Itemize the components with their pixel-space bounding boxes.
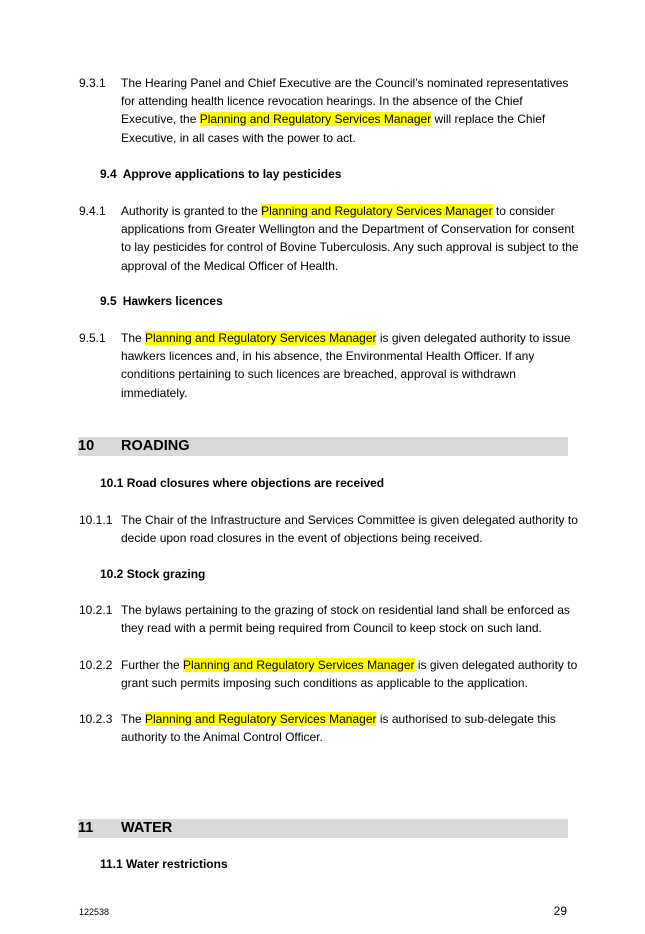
highlighted-role: Planning and Regulatory Services Manager <box>261 204 493 218</box>
footer-document-id: 122538 <box>79 907 110 917</box>
clause-number: 9.5.1 <box>79 331 106 345</box>
subheading-10-2: 10.2 Stock grazing <box>100 567 206 581</box>
clause-text: Further the Planning and Regulatory Services Manager is given delegated authority to grant such permits imposing such conditions as applicable to the application. <box>121 658 578 691</box>
clause-text: Authority is granted to the Planning and Regulatory Services Manager to consider applications from Greater Wellington and the Department of Conservation for consent to lay pesticides for control of Bovine Tuberculosis. Any such approval is subject to the approval of the Medical Officer of Health. <box>121 204 579 273</box>
section-number: 11 <box>78 820 94 836</box>
highlighted-role: Planning and Regulatory Services Manager <box>183 658 415 672</box>
clause-number: 9.4.1 <box>79 204 106 218</box>
subheading-10-1: 10.1 Road closures where objections are received <box>100 476 385 490</box>
section-heading-11 <box>78 819 568 838</box>
subheading-9-5: 9.5 Hawkers licences <box>100 294 223 308</box>
clause-number: 10.1.1 <box>79 513 113 527</box>
section-number: 10 <box>78 438 95 454</box>
clause-text: The bylaws pertaining to the grazing of stock on residential land shall be enforced as they read with a permit being required from Council to keep stock on such land. <box>121 603 570 636</box>
clause-number: 10.2.2 <box>79 658 113 672</box>
clause-text: The Hearing Panel and Chief Executive are the Council’s nominated representatives for attending health licence revocation hearings. In the absence of the Chief Executive, the Planning and Regulatory Services Manager will replace the Chief Executive, in all cases with the power to act. <box>121 76 569 145</box>
section-heading-10 <box>78 437 568 456</box>
subheading-9-4: 9.4 Approve applications to lay pesticides <box>100 167 342 181</box>
clause-number: 9.3.1 <box>79 76 106 90</box>
clause-text: The Planning and Regulatory Services Manager is given delegated authority to issue hawkers licences and, in his absence, the Environmental Health Officer. If any conditions pertaining to such licences are breached, approval is withdrawn immediately. <box>121 331 571 400</box>
clause-text: The Chair of the Infrastructure and Services Committee is given delegated authority to decide upon road closures in the event of objections being received. <box>121 513 578 546</box>
clause-number: 10.2.1 <box>79 603 113 617</box>
section-title: WATER <box>121 820 173 836</box>
clause-number: 10.2.3 <box>79 712 113 726</box>
subheading-11-1: 11.1 Water restrictions <box>100 857 228 871</box>
clause-text: The Planning and Regulatory Services Manager is authorised to sub-delegate this authority to the Animal Control Officer. <box>121 712 556 745</box>
highlighted-role: Planning and Regulatory Services Manager <box>199 112 432 127</box>
highlighted-role: Planning and Regulatory Services Manager <box>145 712 377 726</box>
section-title: ROADING <box>121 438 190 454</box>
highlighted-role: Planning and Regulatory Services Manager <box>145 331 377 345</box>
page-number: 29 <box>553 904 567 918</box>
